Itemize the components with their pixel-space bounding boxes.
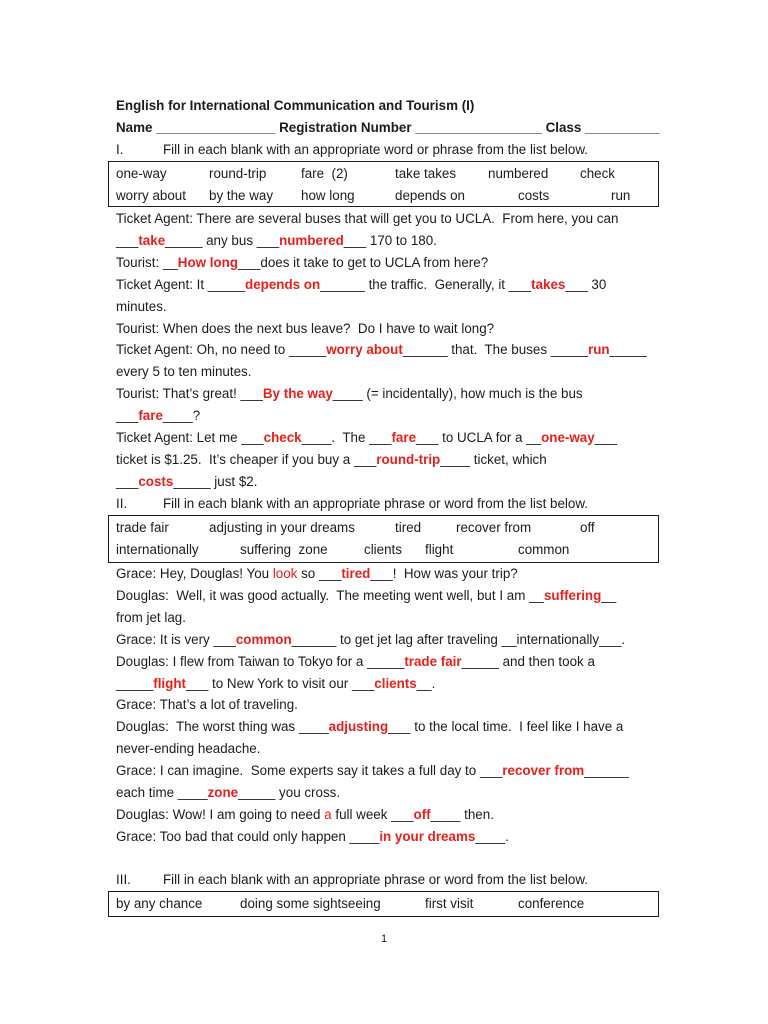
- line-text: ___: [594, 430, 618, 445]
- answer-word: suffering: [543, 587, 602, 603]
- dialogue-line: [116, 363, 251, 381]
- line-text: ____ (= incidentally), how much is the bus: [332, 386, 583, 402]
- line-text: so ___: [297, 566, 342, 581]
- word-bank-item: first visit: [425, 896, 474, 911]
- dialogue-line: [116, 451, 547, 469]
- line-text: ___ to New York to visit our ___: [185, 675, 375, 691]
- line-text: ___ to the local time. I feel like I have a: [388, 719, 624, 735]
- line-text: Grace: Too bad that could only happen ____: [116, 828, 380, 844]
- answer-word: trade fair: [404, 653, 462, 669]
- dialogue-line: [116, 320, 494, 338]
- answer-word: take: [138, 232, 166, 248]
- line-text: Grace: Hey, Douglas! You: [116, 566, 273, 581]
- answer-word: recover from: [502, 763, 585, 779]
- answer-word: fare: [138, 408, 163, 424]
- line-text: ____?: [162, 408, 201, 424]
- line-text: full week ___: [331, 806, 414, 822]
- dialogue-line: [116, 762, 629, 780]
- answer-word: one-way: [541, 430, 595, 445]
- word-bank-1: [108, 161, 659, 207]
- dialogue-line: [116, 587, 616, 605]
- word-bank-item: doing some sightseeing: [240, 896, 381, 911]
- dialogue-line: [116, 276, 606, 294]
- section-3-heading: [116, 871, 131, 889]
- line-text: ______ the traffic. Generally, it ___: [320, 276, 532, 292]
- section-number: III.: [116, 872, 131, 887]
- word-bank-item: conference: [518, 896, 585, 911]
- name-label: Name: [116, 120, 153, 135]
- line-text: Douglas: The worst thing was ____: [116, 719, 329, 735]
- line-text: ___: [116, 408, 139, 424]
- section-2-heading: [116, 495, 127, 513]
- answer-word: takes: [531, 276, 566, 292]
- line-text: Grace: It is very ___: [116, 631, 236, 647]
- dialogue-line: [116, 828, 509, 846]
- answer-word: common: [235, 631, 292, 647]
- line-text: __: [601, 587, 617, 603]
- dialogue-line: [116, 675, 435, 693]
- name-blank: ________________: [152, 120, 280, 135]
- word-bank-item: numbered: [488, 166, 549, 181]
- word-bank-item: tired: [395, 520, 422, 535]
- line-text: ____. The ___: [301, 430, 392, 445]
- line-text: ______ that. The buses _____: [402, 342, 588, 358]
- line-text: ______ to get jet lag after traveling __internationally___.: [291, 631, 626, 647]
- line-text: Douglas: Well, it was good actually. The meeting went well, but I am __: [116, 587, 544, 603]
- answer-word: in your dreams: [379, 828, 476, 844]
- line-text: ____.: [475, 828, 509, 844]
- section-number: I.: [116, 142, 124, 157]
- word-bank-item: suffering zone: [240, 542, 328, 557]
- line-text: _____ and then took a: [461, 653, 595, 669]
- dialogue-line: [116, 631, 625, 649]
- answer-word: fare: [391, 430, 417, 445]
- word-bank-item: run: [611, 188, 631, 203]
- line-text: ___does it take to get to UCLA from here?: [238, 254, 489, 270]
- line-text: from jet lag.: [116, 609, 186, 625]
- dialogue-line: [116, 653, 595, 671]
- answer-word: round-trip: [376, 451, 441, 467]
- word-bank-item: fare (2): [301, 166, 348, 181]
- answer-word: zone: [207, 785, 239, 800]
- line-text: ______: [584, 763, 629, 779]
- dialogue-line: [116, 718, 623, 736]
- line-text: Grace: I can imagine. Some experts say it takes a full day to ___: [116, 763, 503, 779]
- dialogue-line: [116, 232, 437, 250]
- word-bank-3: [108, 891, 659, 917]
- answer-word: costs: [138, 473, 174, 489]
- line-text: Ticket Agent: It _____: [116, 276, 246, 292]
- line-text: Ticket Agent: There are several buses that will get you to UCLA. From here, you can: [116, 211, 619, 226]
- word-bank-item: clients: [364, 542, 402, 557]
- line-text: each time ____: [116, 785, 208, 800]
- line-text: _____ you cross.: [238, 785, 341, 800]
- line-text: __.: [416, 675, 436, 691]
- line-text: ___! How was your trip?: [370, 566, 518, 581]
- section-number: II.: [116, 496, 128, 511]
- line-text: _____ any bus ___: [165, 232, 280, 248]
- word-bank-item: off: [580, 520, 595, 535]
- word-bank-item: take takes: [395, 166, 457, 181]
- word-bank-item: internationally: [116, 542, 199, 557]
- word-bank-item: adjusting in your dreams: [209, 520, 355, 535]
- answer-word: clients: [374, 675, 417, 691]
- answer-word: off: [413, 806, 431, 822]
- dialogue-line: [116, 407, 200, 425]
- line-text: Douglas: I flew from Taiwan to Tokyo for a _____: [116, 653, 405, 669]
- word-bank-item: depends on: [395, 188, 465, 203]
- line-text: _____ just $2.: [173, 473, 258, 489]
- word-bank-item: how long: [301, 188, 355, 203]
- name-line: [116, 119, 660, 137]
- word-bank-item: check: [580, 166, 615, 181]
- word-bank-item: recover from: [456, 520, 532, 535]
- answer-word: adjusting: [328, 719, 389, 735]
- dialogue-line: [116, 341, 647, 359]
- answer-word: check: [263, 430, 302, 445]
- line-text: ____ ticket, which: [440, 451, 547, 467]
- answer-word: run: [587, 342, 610, 358]
- registration-blank: _________________: [411, 120, 546, 135]
- document-title: English for International Communication and Tourism (I): [116, 98, 475, 113]
- dialogue-line: [116, 429, 617, 447]
- registration-label: Registration Number: [279, 120, 412, 135]
- answer-word: tired: [341, 566, 371, 581]
- section-2-instruction: Fill in each blank with an appropriate phrase or word from the list below.: [163, 496, 588, 511]
- line-text: _____: [116, 675, 154, 691]
- line-text: every 5 to ten minutes.: [116, 364, 252, 380]
- dialogue-line: [116, 609, 186, 627]
- line-text: ___ 30: [565, 276, 607, 292]
- answer-word: By the way: [262, 386, 333, 402]
- word-bank-item: worry about: [116, 188, 186, 203]
- line-text: Ticket Agent: Oh, no need to _____: [116, 342, 327, 358]
- line-text: Tourist: When does the next bus leave? Do I have to wait long?: [116, 320, 495, 336]
- line-text: Ticket Agent: Let me ___: [116, 430, 264, 445]
- dialogue-line: [116, 806, 494, 824]
- line-text: _____: [609, 342, 647, 358]
- section-1-instruction: Fill in each blank with an appropriate word or phrase from the list below.: [163, 142, 588, 157]
- line-text: minutes.: [116, 298, 167, 314]
- line-text: Grace: That’s a lot of traveling.: [116, 697, 298, 713]
- line-text: ___ to UCLA for a __: [416, 430, 542, 445]
- dialogue-line: [116, 565, 518, 583]
- dialogue-line: [116, 254, 488, 272]
- word-bank-item: common: [518, 542, 570, 557]
- word-bank-2: [108, 515, 659, 563]
- answer-word: look: [272, 566, 298, 581]
- class-blank: __________: [581, 120, 660, 135]
- word-bank-item: round-trip: [209, 166, 267, 181]
- answer-word: How long: [177, 254, 239, 270]
- dialogue-line: [116, 385, 583, 403]
- line-text: never-ending headache.: [116, 741, 261, 757]
- line-text: ____ then.: [430, 806, 494, 822]
- dialogue-line: [116, 740, 260, 758]
- dialogue-line: [116, 696, 298, 714]
- line-text: Tourist: __: [116, 254, 178, 270]
- section-1-heading: [116, 141, 123, 159]
- line-text: ___: [116, 232, 139, 248]
- word-bank-item: flight: [425, 542, 454, 557]
- answer-word: worry about: [326, 342, 403, 358]
- answer-word: numbered: [279, 232, 344, 248]
- line-text: ___ 170 to 180.: [343, 232, 437, 248]
- word-bank-item: trade fair: [116, 520, 169, 535]
- page-number: 1: [380, 933, 388, 945]
- word-bank-item: one-way: [116, 166, 167, 181]
- answer-word: a: [324, 806, 332, 822]
- line-text: Douglas: Wow! I am going to need: [116, 806, 325, 822]
- word-bank-item: by the way: [209, 188, 274, 203]
- word-bank-item: costs: [518, 188, 550, 203]
- dialogue-line: [116, 784, 340, 802]
- dialogue-line: [116, 210, 618, 228]
- line-text: ticket is $1.25. It’s cheaper if you buy a ___: [116, 451, 377, 467]
- section-3-instruction: Fill in each blank with an appropriate phrase or word from the list below.: [163, 872, 588, 887]
- line-text: ___: [116, 473, 139, 489]
- dialogue-line: [116, 473, 257, 491]
- word-bank-item: by any chance: [116, 896, 203, 911]
- line-text: Tourist: That’s great! ___: [116, 386, 263, 402]
- answer-word: depends on: [245, 276, 321, 292]
- class-label: Class: [545, 120, 582, 135]
- answer-word: flight: [153, 675, 186, 691]
- dialogue-line: [116, 298, 167, 316]
